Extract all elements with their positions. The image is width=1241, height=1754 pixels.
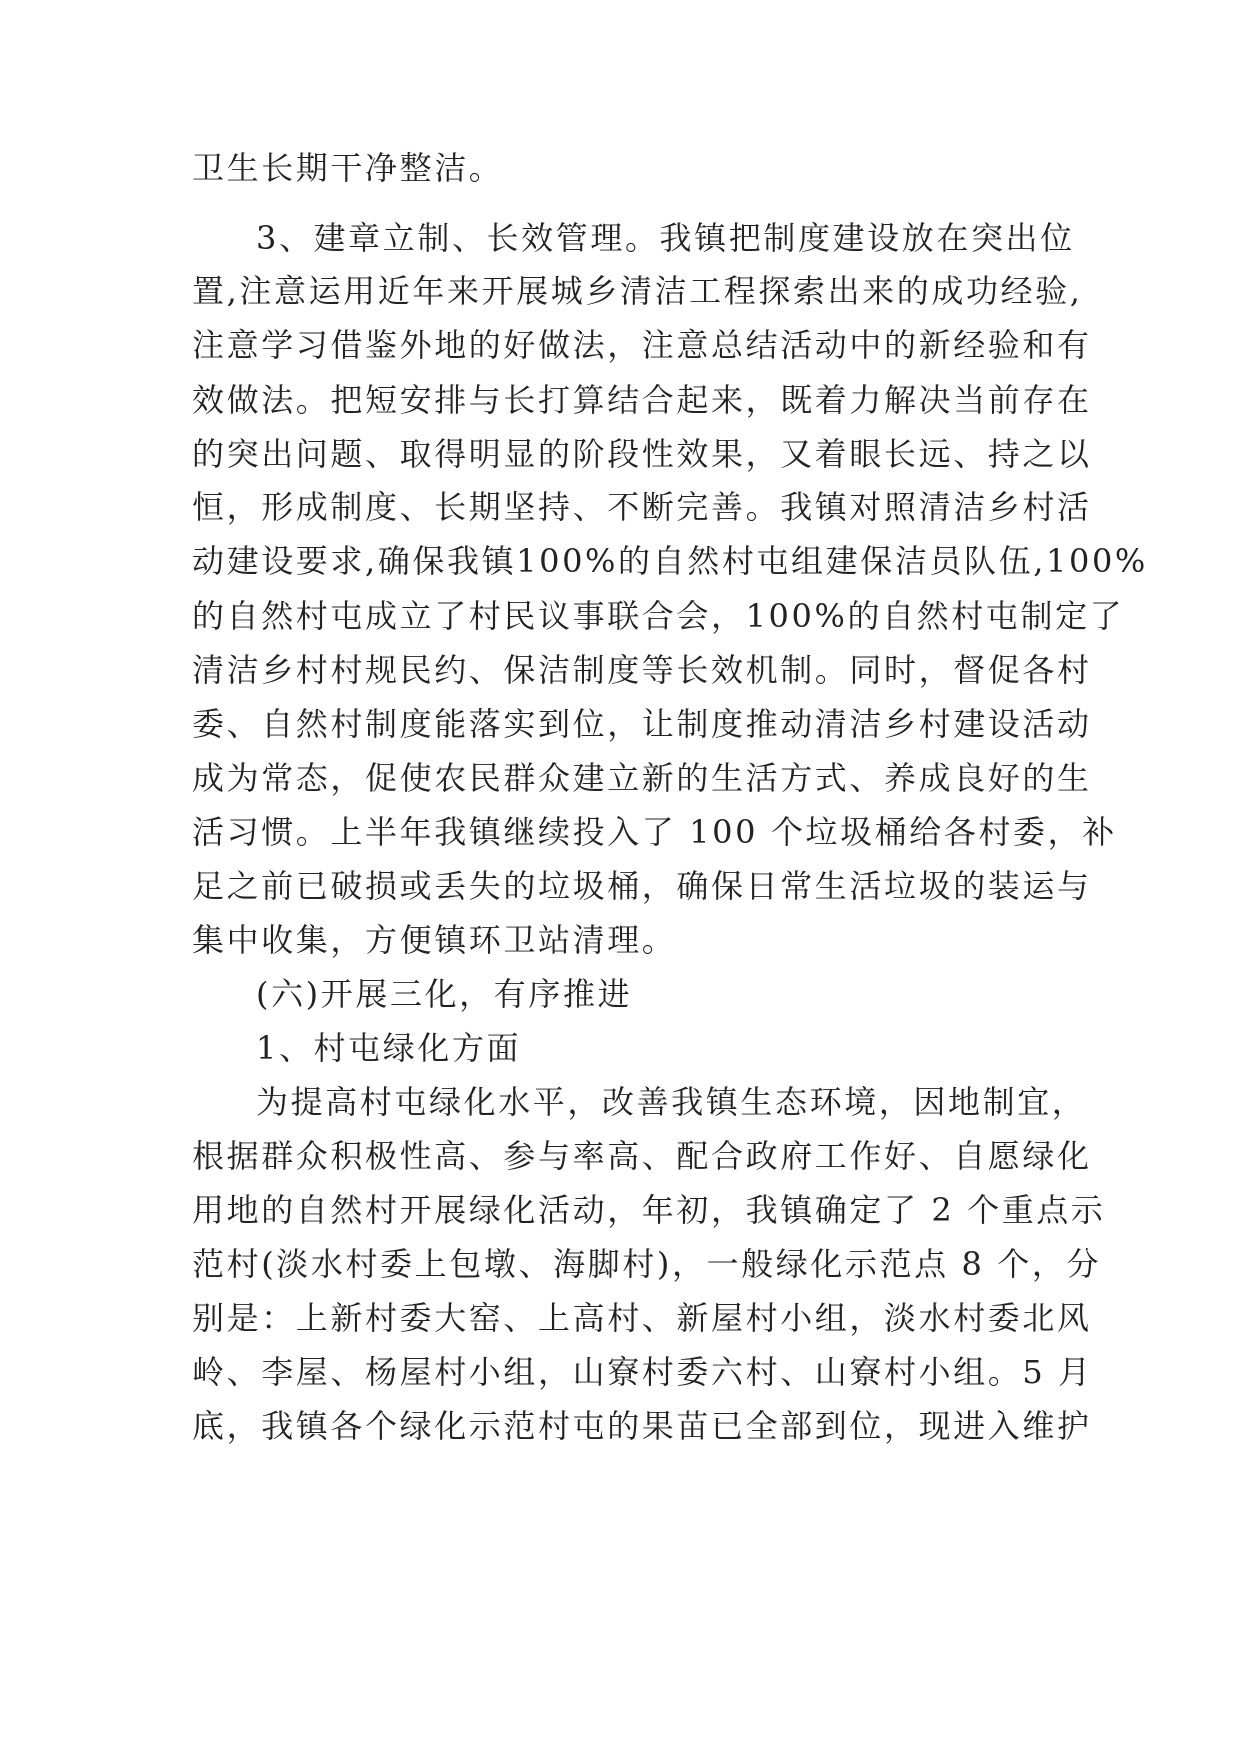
subsection-heading: 1、村屯绿化方面 [256,1029,522,1067]
text-line: 别是：上新村委大窑、上高村、新屋村小组，淡水村委北风 [192,1299,1092,1337]
text-line: 范村(淡水村委上包墩、海脚村)，一般绿化示范点 8 个，分 [192,1245,1102,1283]
section-heading: (六)开展三化，有序推进 [256,975,633,1013]
text-line: 委、自然村制度能落实到位，让制度推动清洁乡村建设活动 [192,705,1092,743]
text-line: 动建设要求,确保我镇100%的自然村屯组建保洁员队伍,100% [192,542,1148,580]
text-line: 根据群众积极性高、参与率高、配合政府工作好、自愿绿化 [192,1137,1092,1175]
text-line: 卫生长期干净整洁。 [192,149,504,187]
text-line: 底，我镇各个绿化示范村屯的果苗已全部到位，现进入维护 [192,1407,1092,1445]
text-line: 恒，形成制度、长期坚持、不断完善。我镇对照清洁乡村活 [192,488,1092,526]
text-line: 足之前已破损或丢失的垃圾桶，确保日常生活垃圾的装运与 [192,867,1092,905]
text-line: 效做法。把短安排与长打算结合起来，既着力解决当前存在 [192,381,1092,419]
text-line: 成为常态，促使农民群众建立新的生活方式、养成良好的生 [192,759,1092,797]
text-line: 用地的自然村开展绿化活动，年初，我镇确定了 2 个重点示 [192,1191,1106,1229]
text-line: 岭、李屋、杨屋村小组，山寮村委六村、山寮村小组。5 月 [192,1353,1093,1391]
text-line: 置,注意运用近年来开展城乡清洁工程探索出来的成功经验, [192,272,1083,310]
text-line: 的突出问题、取得明显的阶段性效果，又着眼长远、持之以 [192,435,1092,473]
text-line: 清洁乡村村规民约、保洁制度等长效机制。同时，督促各村 [192,651,1092,689]
text-line: 集中收集，方便镇环卫站清理。 [192,921,677,959]
text-line: 为提高村屯绿化水平，改善我镇生态环境，因地制宜， [256,1083,1087,1121]
text-line: 的自然村屯成立了村民议事联合会，100%的自然村屯制定了 [192,597,1125,635]
text-line: 活习惯。上半年我镇继续投入了 100 个垃圾桶给各村委，补 [192,813,1117,851]
text-line: 3、建章立制、长效管理。我镇把制度建设放在突出位 [256,219,1075,257]
text-line: 注意学习借鉴外地的好做法，注意总结活动中的新经验和有 [192,326,1092,364]
